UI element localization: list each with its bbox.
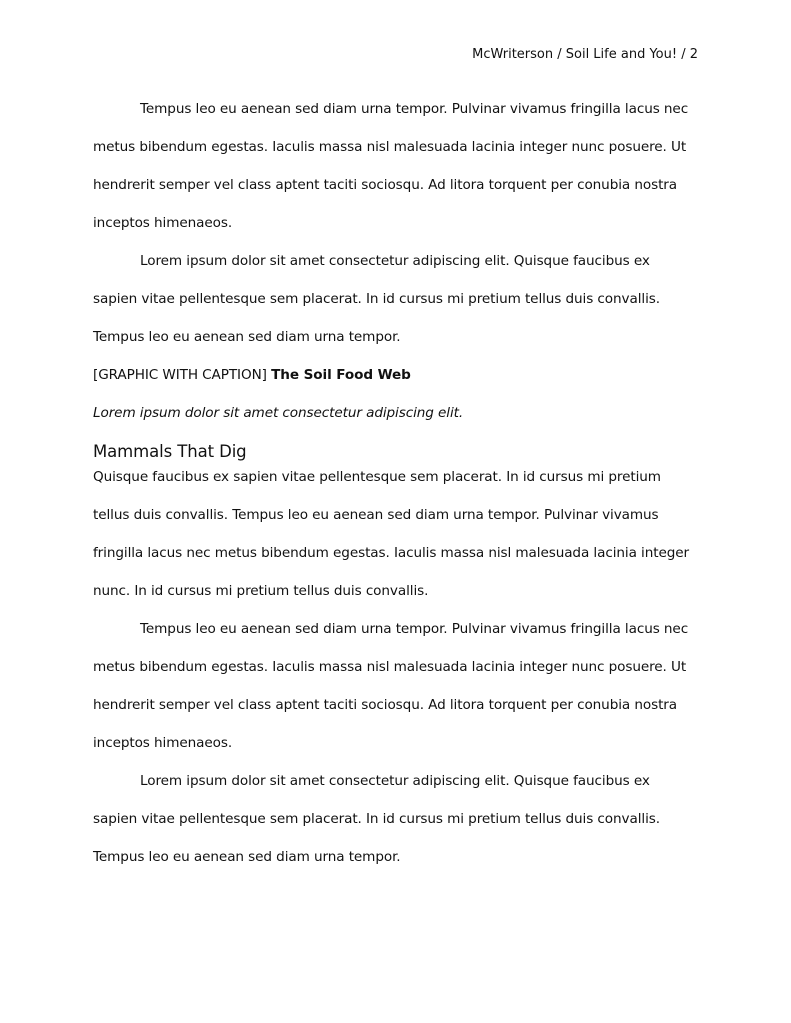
- graphic-caption: Lorem ipsum dolor sit amet consectetur adipiscing elit.: [93, 405, 464, 421]
- document-body: [93, 90, 698, 876]
- section-paragraph-2: Tempus leo eu aenean sed diam urna tempor. Pulvinar vivamus fringilla lacus nec metus bibendum egestas. Iaculis massa nisl malesuada lacinia integer nunc posuere. Ut hendrerit semper vel class aptent taciti sociosqu. Ad litora torquent per conubia nostra inceptos himenaeos.: [93, 621, 689, 751]
- section-paragraph-3: Lorem ipsum dolor sit amet consectetur adipiscing elit. Quisque faucibus ex sapien vitae pellentesque sem placerat. In id cursus mi pretium tellus duis convallis. Tempus leo eu aenean sed diam urna tempor.: [93, 773, 660, 865]
- graphic-placeholder-label: [GRAPHIC WITH CAPTION]: [93, 367, 267, 383]
- section-heading: Mammals That Dig: [93, 442, 247, 461]
- intro-paragraph-1: Tempus leo eu aenean sed diam urna tempor. Pulvinar vivamus fringilla lacus nec metus bibendum egestas. Iaculis massa nisl malesuada lacinia integer nunc posuere. Ut hendrerit semper vel class aptent taciti sociosqu. Ad litora torquent per conubia nostra inceptos himenaeos.: [93, 101, 689, 231]
- section-paragraph-1: Quisque faucibus ex sapien vitae pellentesque sem placerat. In id cursus mi pretium tellus duis convallis. Tempus leo eu aenean sed diam urna tempor. Pulvinar vivamus fringilla lacus nec metus bibendum egestas. Iaculis massa nisl malesuada lacinia integer nunc. In id cursus mi pretium tellus duis convallis.: [93, 469, 689, 599]
- running-head: McWriterson / Soil Life and You! / 2: [472, 47, 698, 62]
- graphic-title: The Soil Food Web: [271, 367, 411, 383]
- graphic-placeholder-line: [93, 356, 698, 394]
- intro-paragraph-2: Lorem ipsum dolor sit amet consectetur adipiscing elit. Quisque faucibus ex sapien vitae pellentesque sem placerat. In id cursus mi pretium tellus duis convallis. Tempus leo eu aenean sed diam urna tempor.: [93, 253, 660, 345]
